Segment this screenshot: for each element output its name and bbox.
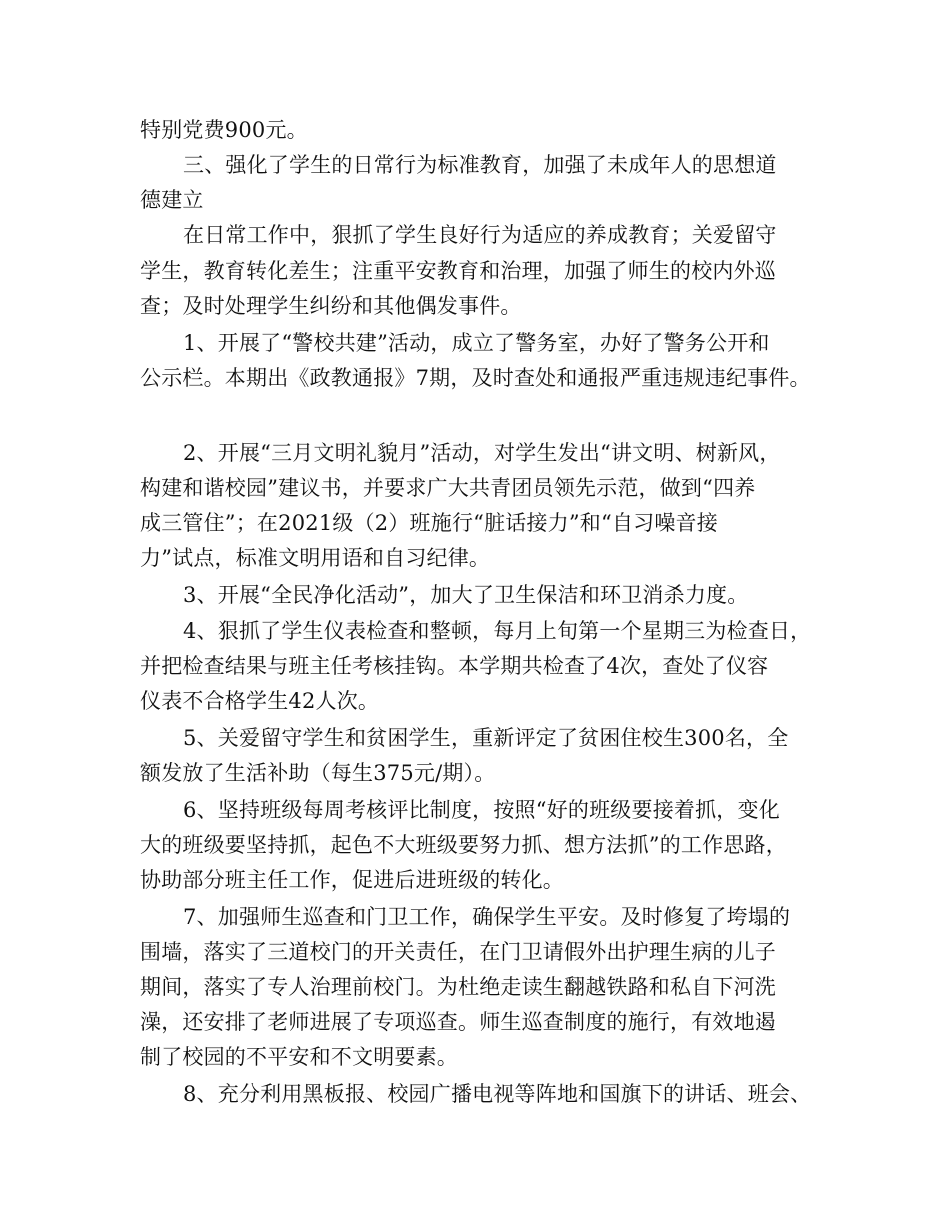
list-item-line: 4、狠抓了学生仪表检查和整顿，每月上旬第一个星期三为检查日， — [183, 619, 812, 643]
list-item-line: 期间，落实了专人治理前校门。为杜绝走读生翻越铁路和私自下河洗 — [140, 975, 776, 999]
list-item-line: 8、充分利用黑板报、校园广播电视等阵地和国旗下的讲话、班会、 — [183, 1082, 812, 1106]
list-item-line: 并把检查结果与班主任考核挂钩。本学期共检查了4次，查处了仪容 — [140, 654, 769, 678]
list-item-line: 6、坚持班级每周考核评比制度，按照“好的班级要接着抓，变化 — [183, 798, 780, 822]
list-item-line: 协助部分班主任工作，促进后进班级的转化。 — [140, 868, 564, 892]
text-line: 特别党费900元。 — [140, 118, 308, 142]
list-item-line: 成三管住”；在2021级（2）班施行“脏话接力”和“自习噪音接 — [140, 511, 718, 535]
list-item-line: 额发放了生活补助（每生375元/期）。 — [140, 761, 496, 785]
list-item-line: 3、开展“全民净化活动”，加大了卫生保洁和环卫消杀力度。 — [183, 583, 749, 607]
section-heading-line: 德建立 — [140, 188, 204, 212]
list-item-line: 公示栏。本期出《政教通报》7期，及时查处和通报严重违规违纪事件。 — [140, 366, 811, 390]
section-heading-line: 三、强化了学生的日常行为标准教育，加强了未成年人的思想道 — [183, 153, 777, 177]
list-item-line: 澡，还安排了老师进展了专项巡查。师生巡查制度的施行，有效地遏 — [140, 1010, 776, 1034]
list-item-line: 7、加强师生巡查和门卫工作，确保学生平安。及时修复了垮塌的 — [183, 905, 791, 929]
list-item-line: 仪表不合格学生42人次。 — [140, 689, 380, 713]
list-item-line: 1、开展了“警校共建”活动，成立了警务室，办好了警务公开和 — [183, 331, 770, 355]
text-line: 学生，教育转化差生；注重平安教育和治理，加强了师生的校内外巡 — [140, 259, 776, 283]
list-item-line: 2、开展“三月文明礼貌月”活动，对学生发出“讲文明、树新风， — [183, 441, 781, 465]
list-item-line: 力”试点，标准文明用语和自习纪律。 — [140, 546, 491, 570]
list-item-line: 围墙，落实了三道校门的开关责任，在门卫请假外出护理生病的儿子 — [140, 940, 776, 964]
text-line: 查；及时处理学生纠纷和其他偶发事件。 — [140, 294, 522, 318]
list-item-line: 5、关爱留守学生和贫困学生，重新评定了贫困住校生300名，全 — [183, 726, 789, 750]
list-item-line: 大的班级要坚持抓，起色不大班级要努力抓、想方法抓”的工作思路， — [140, 833, 787, 857]
list-item-line: 制了校园的不平安和不文明要素。 — [140, 1045, 458, 1069]
list-item-line: 构建和谐校园”建议书，并要求广大共青团员领先示范，做到“四养 — [140, 476, 756, 500]
text-line: 在日常工作中，狠抓了学生良好行为适应的养成教育；关爱留守 — [183, 223, 777, 247]
